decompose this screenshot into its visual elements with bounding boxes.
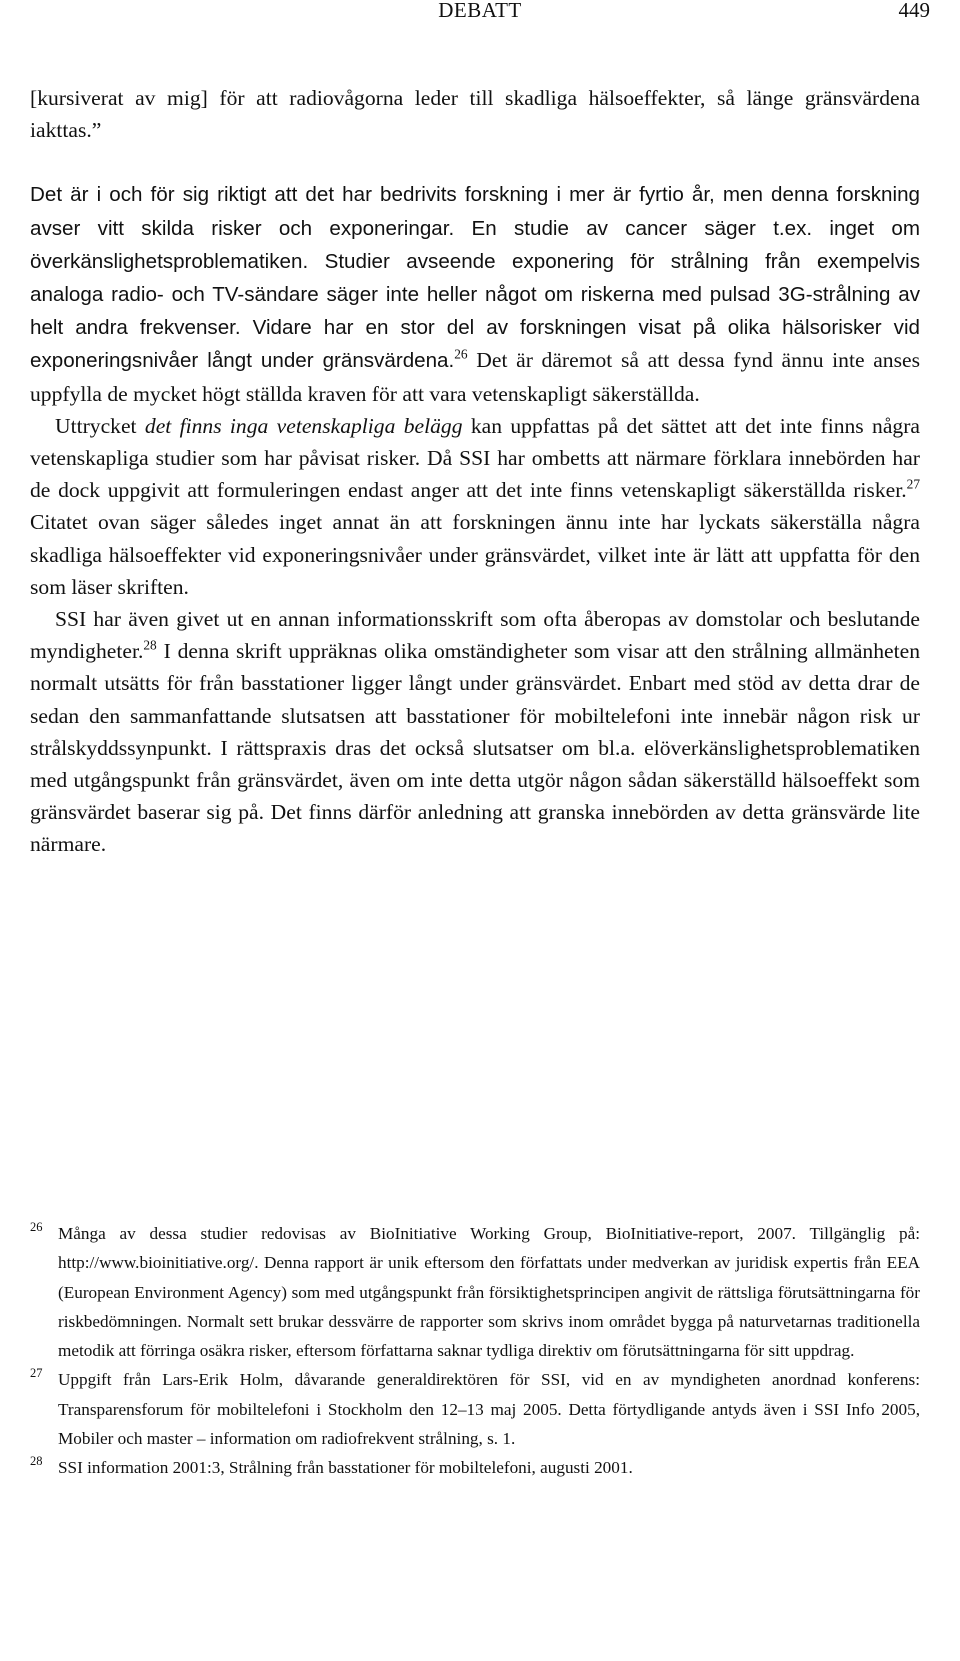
paragraph-expression bbox=[30, 410, 920, 603]
paragraph-expression-text-a: Uttrycket bbox=[55, 413, 145, 438]
running-title: DEBATT bbox=[438, 0, 522, 22]
footnote-26 bbox=[30, 1219, 920, 1365]
body-text bbox=[30, 82, 920, 861]
footnote-number: 27 bbox=[30, 1366, 43, 1381]
footnote-ref-26[interactable]: 26 bbox=[454, 347, 468, 363]
footnote-number: 28 bbox=[30, 1454, 43, 1469]
footnote-text: Uppgift från Lars-Erik Holm, dåvarande generaldirektören för SSI, vid en av myndigheten anordnad konferens: Transparensforum för mobiltelefoni i Stockholm den 12–13 maj 2005. Detta förtydligande antyds även i SSI Info 2005, Mobiler och master – information om radiofrekvent strålning, s. 1. bbox=[58, 1370, 920, 1449]
paragraph-quote-end: [kursiverat av mig] för att radiovågorna leder till skadliga hälsoeffekter, så länge gränsvärdena iakttas.” bbox=[30, 86, 920, 143]
footnote-text: Många av dessa studier redovisas av BioInitiative Working Group, BioInitiative-report, 2007. Tillgänglig på: http://www.bioinitiative.org/. Denna rapport är unik eftersom den författats under medverkan av juridisk expertis från EEA (European Environment Agency) som med utgångspunkt från försiktighetsprincipen angivit de rättsliga förutsättningarna för riskbedömningen. Normalt sett brukar dessvärre de rapporter som skrivs inom området bygga på naturvetarnas traditionella metodik att förringa osäkra risker, eftersom författarna saknar tydliga direktiv om förutsättningarna för sitt uppdrag. bbox=[58, 1224, 920, 1361]
paragraph-expression-text-c: Citatet ovan säger således inget annat än att forskningen ännu inte har lyckats säkerställa några skadliga hälsoeffekter vid exponeringsnivåer under gränsvärdet, vilket inte är lätt att uppfatta för den som läser skriften. bbox=[30, 510, 920, 599]
paragraph-research bbox=[30, 178, 920, 409]
footnote-text: SSI information 2001:3, Strålning från basstationer för mobiltelefoni, augusti 2001. bbox=[58, 1458, 633, 1478]
footnote-ref-28[interactable]: 28 bbox=[143, 637, 157, 653]
running-header bbox=[30, 0, 930, 28]
paragraph-gap bbox=[30, 146, 920, 178]
paragraph-expression-text-b: kan uppfattas på det sättet att det inte finns några vetenskapliga studier som har påvisat risker. Då SSI har ombetts att närmare förklara innebörden har de dock uppgivit att formuleringen endast anger att det inte finns vetenskapligt säkerställda risker. bbox=[30, 413, 920, 503]
paragraph-ssi-text-a: SSI har även givet ut en annan informationsskrift som ofta åberopas av domstolar och beslutande myndigheter. bbox=[30, 607, 920, 664]
footnote-27 bbox=[30, 1365, 920, 1453]
footnote-number: 26 bbox=[30, 1220, 43, 1234]
page-number: 449 bbox=[898, 0, 930, 22]
paragraph-research-sans-text: Det är i och för sig riktigt att det har bedrivits forskning i mer är fyrtio år, men denna forskning avser vitt skilda risker och exponeringar. En studie av cancer säger t.ex. inget om överkänslighetsproblematiken. Studier avseende exponering för strålning från exempelvis analoga radio- och TV-sändare säger inte heller något om riskerna med pulsad 3G-strålning av helt andra frekvenser. Vidare har en stor del av forskningen visat på olika hälsorisker vid exponeringsnivåer långt under gränsvärdena. bbox=[30, 183, 920, 373]
footnote-28 bbox=[30, 1453, 920, 1482]
italic-phrase: det finns inga vetenskapliga belägg bbox=[144, 413, 463, 438]
footnote-ref-27[interactable]: 27 bbox=[906, 476, 920, 492]
paragraph-ssi-text-b: I denna skrift uppräknas olika omständigheter som visar att den strålning allmänheten normalt utsätts för från basstationer ligger långt under gränsvärdet. Enbart med stöd av detta drar de sedan den sammanfattande slutsatsen att basstationer för mobiltelefoni inte innebär någon risk ur strålskyddssynpunkt. I rättspraxis dras det också slutsatser om bl.a. elöverkänslighetsproblematiken med utgångspunkt från gränsvärdet, även om inte detta utgör någon sådan säkerställd hälsoeffekt som gränsvärdet baserar sig på. Det finns därför anledning att granska innebörden av detta gränsvärde lite närmare. bbox=[30, 639, 920, 857]
paragraph-ssi-publication bbox=[30, 603, 920, 861]
footnotes bbox=[30, 1219, 920, 1483]
paragraph-research-serif-text: Det är däremot så att dessa fynd ännu inte anses uppfylla de mycket högt ställda kraven för att vara vetenskapligt säkerställda. bbox=[30, 348, 920, 406]
